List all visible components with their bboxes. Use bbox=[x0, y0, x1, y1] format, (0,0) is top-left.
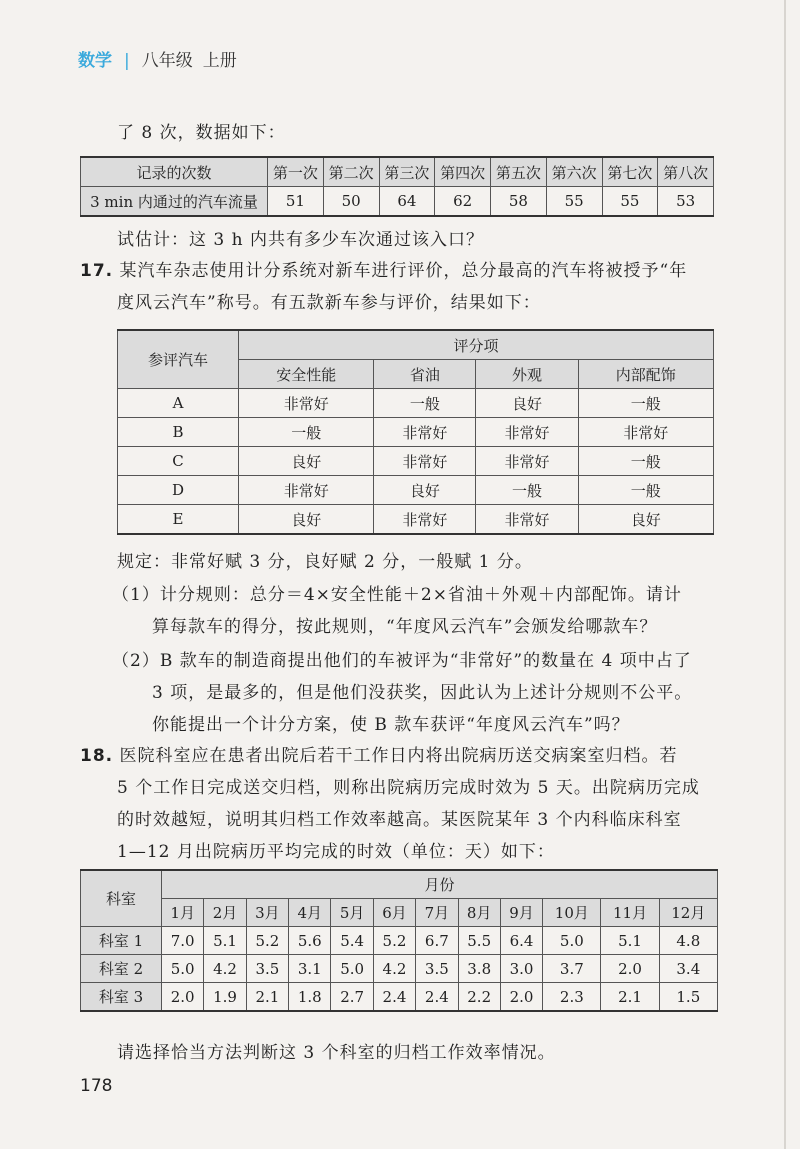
header-cell: 1月 bbox=[162, 899, 204, 927]
table-row bbox=[118, 389, 714, 418]
row-label: 记录的次数 bbox=[81, 157, 268, 187]
table-cell: 50 bbox=[323, 187, 379, 217]
table-cell: 1.5 bbox=[659, 983, 717, 1012]
traffic-table bbox=[80, 156, 714, 217]
table-cell: 4.2 bbox=[204, 955, 246, 983]
table-cell: B bbox=[118, 418, 239, 447]
header-cell: 11月 bbox=[601, 899, 659, 927]
table-cell: 4.2 bbox=[373, 955, 415, 983]
table-cell: 第七次 bbox=[602, 157, 658, 187]
table-cell: 一般 bbox=[578, 389, 713, 418]
q18-line1 bbox=[80, 743, 678, 769]
department-table bbox=[80, 869, 718, 1012]
table-cell: 7.0 bbox=[162, 927, 204, 955]
table-cell: 第八次 bbox=[658, 157, 714, 187]
table-cell: 2.2 bbox=[458, 983, 500, 1012]
q17-part2-line1: （2）B 款车的制造商提出他们的车被评为“非常好”的数量在 4 项中占了 bbox=[112, 651, 692, 671]
q16-question: 试估计：这 3 h 内共有多少车次通过该入口？ bbox=[117, 230, 484, 250]
table-cell: 2.0 bbox=[500, 983, 542, 1012]
table-cell: 2.3 bbox=[543, 983, 601, 1012]
table-cell: 非常好 bbox=[374, 418, 476, 447]
q17-rule: 规定：非常好赋 3 分，良好赋 2 分，一般赋 1 分。 bbox=[117, 552, 533, 572]
table-cell: 5.6 bbox=[289, 927, 331, 955]
q16-intro: 了 8 次，数据如下： bbox=[117, 123, 286, 143]
table-cell: 2.7 bbox=[331, 983, 373, 1012]
q17-part2-line3: 你能提出一个计分方案，使 B 款车获评“年度风云汽车”吗？ bbox=[152, 715, 630, 735]
row-label: 科室 2 bbox=[81, 955, 162, 983]
table-cell: 第一次 bbox=[268, 157, 324, 187]
table-cell: 5.2 bbox=[246, 927, 288, 955]
header-cell: 5月 bbox=[331, 899, 373, 927]
table-cell: 第六次 bbox=[546, 157, 602, 187]
table-cell: 3.8 bbox=[458, 955, 500, 983]
page-number: 178 bbox=[80, 1076, 113, 1096]
table-cell: 3.0 bbox=[500, 955, 542, 983]
table-cell: 5.0 bbox=[331, 955, 373, 983]
header-cell: 8月 bbox=[458, 899, 500, 927]
row-label: 科室 1 bbox=[81, 927, 162, 955]
table-cell: 非常好 bbox=[578, 418, 713, 447]
table-cell: 良好 bbox=[239, 505, 374, 535]
table-cell: 53 bbox=[658, 187, 714, 217]
table-cell: 第二次 bbox=[323, 157, 379, 187]
table-cell: 一般 bbox=[374, 389, 476, 418]
table-cell: 1.8 bbox=[289, 983, 331, 1012]
table-cell: 6.4 bbox=[500, 927, 542, 955]
header-cell: 12月 bbox=[659, 899, 717, 927]
table-cell: 6.7 bbox=[416, 927, 458, 955]
table-cell: 3.5 bbox=[416, 955, 458, 983]
table-cell: 62 bbox=[435, 187, 491, 217]
table-cell: 非常好 bbox=[239, 389, 374, 418]
table-cell: 2.0 bbox=[601, 955, 659, 983]
q17-line2: 度风云汽车”称号。有五款新车参与评价，结果如下： bbox=[117, 293, 541, 313]
table-cell: 3.4 bbox=[659, 955, 717, 983]
table-cell: 第四次 bbox=[435, 157, 491, 187]
question-number: 17. bbox=[80, 261, 114, 281]
table-cell: 一般 bbox=[239, 418, 374, 447]
q18-line2: 5 个工作日完成送交归档，则称出院病历完成时效为 5 天。出院病历完成 bbox=[117, 778, 700, 798]
table-cell: 2.4 bbox=[373, 983, 415, 1012]
table-row bbox=[118, 447, 714, 476]
header-separator: | bbox=[124, 51, 130, 71]
table-cell: D bbox=[118, 476, 239, 505]
table-cell: 第五次 bbox=[491, 157, 547, 187]
q17-part1-line1: （1）计分规则：总分＝4×安全性能＋2×省油＋外观＋内部配饰。请计 bbox=[112, 585, 682, 605]
table-cell: 非常好 bbox=[476, 447, 578, 476]
table-cell: 4.8 bbox=[659, 927, 717, 955]
table-cell: 2.1 bbox=[601, 983, 659, 1012]
table-row bbox=[81, 870, 718, 899]
table-row bbox=[118, 330, 714, 360]
table-cell: 非常好 bbox=[476, 505, 578, 535]
q18-question: 请选择恰当方法判断这 3 个科室的归档工作效率情况。 bbox=[117, 1043, 556, 1063]
table-row bbox=[81, 927, 718, 955]
table-cell: 5.5 bbox=[458, 927, 500, 955]
table-cell: 非常好 bbox=[374, 505, 476, 535]
header-cell: 科室 bbox=[81, 870, 162, 927]
header-cell: 10月 bbox=[543, 899, 601, 927]
q17-line1 bbox=[80, 258, 687, 284]
table-cell: 一般 bbox=[476, 476, 578, 505]
header-cell: 参评汽车 bbox=[118, 330, 239, 389]
page-edge bbox=[784, 0, 786, 1149]
table-cell: 5.4 bbox=[331, 927, 373, 955]
header-cell: 省油 bbox=[374, 360, 476, 389]
q17-part1-line2: 算每款车的得分，按此规则，“年度风云汽车”会颁发给哪款车？ bbox=[152, 617, 658, 637]
page-header bbox=[78, 46, 237, 71]
table-cell: 3.7 bbox=[543, 955, 601, 983]
table-cell: 5.0 bbox=[543, 927, 601, 955]
header-cell: 评分项 bbox=[239, 330, 714, 360]
table-row bbox=[81, 983, 718, 1012]
header-cell: 内部配饰 bbox=[578, 360, 713, 389]
table-cell: 良好 bbox=[578, 505, 713, 535]
q17-part2-line2: 3 项，是最多的，但是他们没获奖，因此认为上述计分规则不公平。 bbox=[152, 683, 693, 703]
volume-label: 上册 bbox=[202, 51, 237, 71]
header-cell: 6月 bbox=[373, 899, 415, 927]
header-cell: 月份 bbox=[162, 870, 718, 899]
header-cell: 3月 bbox=[246, 899, 288, 927]
table-cell: 一般 bbox=[578, 447, 713, 476]
grade-label: 八年级 bbox=[141, 51, 193, 71]
question-number: 18. bbox=[80, 746, 114, 766]
table-cell: 非常好 bbox=[374, 447, 476, 476]
table-cell: 良好 bbox=[239, 447, 374, 476]
table-cell: 3.5 bbox=[246, 955, 288, 983]
table-cell: 非常好 bbox=[239, 476, 374, 505]
table-cell: 良好 bbox=[476, 389, 578, 418]
q18-text: 医院科室应在患者出院后若干工作日内将出院病历送交病案室归档。若 bbox=[119, 746, 678, 766]
table-cell: A bbox=[118, 389, 239, 418]
table-cell: 一般 bbox=[578, 476, 713, 505]
car-rating-table bbox=[117, 329, 714, 535]
table-row bbox=[81, 187, 714, 217]
header-cell: 4月 bbox=[289, 899, 331, 927]
table-row bbox=[81, 157, 714, 187]
subject-title: 数学 bbox=[78, 51, 112, 71]
row-label: 3 min 内通过的汽车流量 bbox=[81, 187, 268, 217]
table-cell: 1.9 bbox=[204, 983, 246, 1012]
table-cell: 3.1 bbox=[289, 955, 331, 983]
header-cell: 9月 bbox=[500, 899, 542, 927]
header-cell: 安全性能 bbox=[239, 360, 374, 389]
table-cell: 55 bbox=[546, 187, 602, 217]
table-cell: 第三次 bbox=[379, 157, 435, 187]
header-cell: 2月 bbox=[204, 899, 246, 927]
table-cell: E bbox=[118, 505, 239, 535]
table-cell: 5.1 bbox=[601, 927, 659, 955]
table-cell: 良好 bbox=[374, 476, 476, 505]
table-cell: 5.1 bbox=[204, 927, 246, 955]
table-cell: 55 bbox=[602, 187, 658, 217]
table-cell: 2.1 bbox=[246, 983, 288, 1012]
q18-line3: 的时效越短，说明其归档工作效率越高。某医院某年 3 个内科临床科室 bbox=[117, 810, 682, 830]
header-cell: 外观 bbox=[476, 360, 578, 389]
table-cell: 58 bbox=[491, 187, 547, 217]
row-label: 科室 3 bbox=[81, 983, 162, 1012]
table-cell: 非常好 bbox=[476, 418, 578, 447]
header-cell: 7月 bbox=[416, 899, 458, 927]
q17-text: 某汽车杂志使用计分系统对新车进行评价，总分最高的汽车将被授予“年 bbox=[119, 261, 688, 281]
table-cell: C bbox=[118, 447, 239, 476]
table-row bbox=[118, 418, 714, 447]
table-cell: 2.4 bbox=[416, 983, 458, 1012]
table-cell: 51 bbox=[268, 187, 324, 217]
table-row bbox=[81, 899, 718, 927]
table-row bbox=[118, 476, 714, 505]
table-cell: 5.0 bbox=[162, 955, 204, 983]
table-cell: 2.0 bbox=[162, 983, 204, 1012]
table-cell: 64 bbox=[379, 187, 435, 217]
table-row bbox=[81, 955, 718, 983]
table-row bbox=[118, 505, 714, 535]
q18-line4: 1—12 月出院病历平均完成的时效（单位：天）如下： bbox=[117, 842, 555, 862]
table-cell: 5.2 bbox=[373, 927, 415, 955]
